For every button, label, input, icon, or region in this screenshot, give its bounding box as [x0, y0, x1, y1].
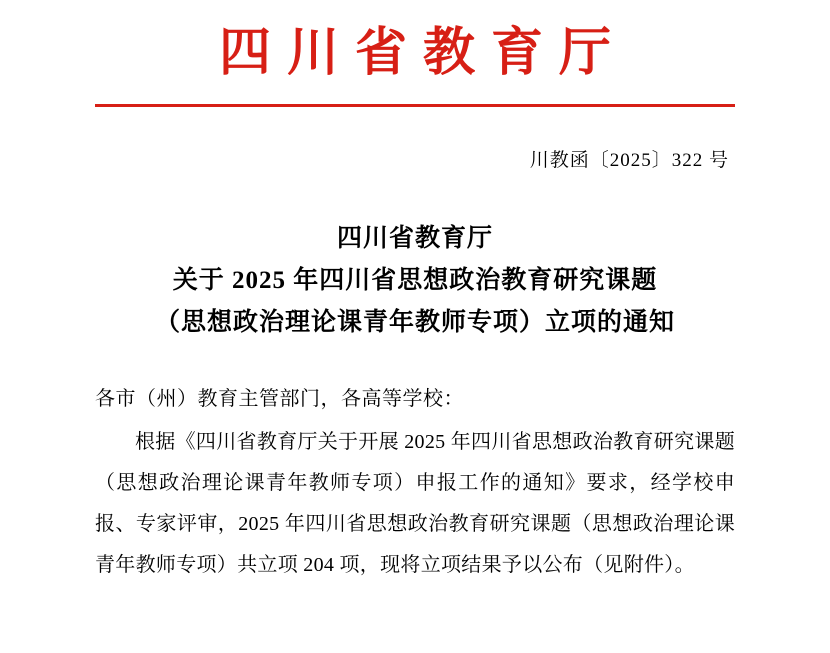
document-salutation: 各市（州）教育主管部门，各高等学校：: [95, 388, 464, 410]
document-title-line-1: 四川省教育厅: [336, 225, 493, 252]
letterhead-red-rule: [95, 104, 735, 107]
letterhead: [95, 0, 735, 107]
document-number: 川教函〔2025〕322 号: [529, 150, 729, 171]
letterhead-organization: 四川省教育厅: [218, 22, 627, 83]
document-title-line-2: 关于 2025 年四川省思想政治教育研究课题: [172, 267, 658, 294]
document-body: [95, 422, 735, 586]
document-title: [95, 218, 735, 344]
document-title-line-3: （思想政治理论课青年教师专项）立项的通知: [154, 309, 675, 336]
body-paragraph: 根据《四川省教育厅关于开展 2025 年四川省思想政治教育研究课题（思想政治理论课青年教师专项）申报工作的通知》要求，经学校申报、专家评审，2025 年四川省思想政治教育研究课题（思想政治理论课青年教师专项）共立项 204 项，现将立项结果予以公布（见附件）。: [95, 431, 735, 576]
